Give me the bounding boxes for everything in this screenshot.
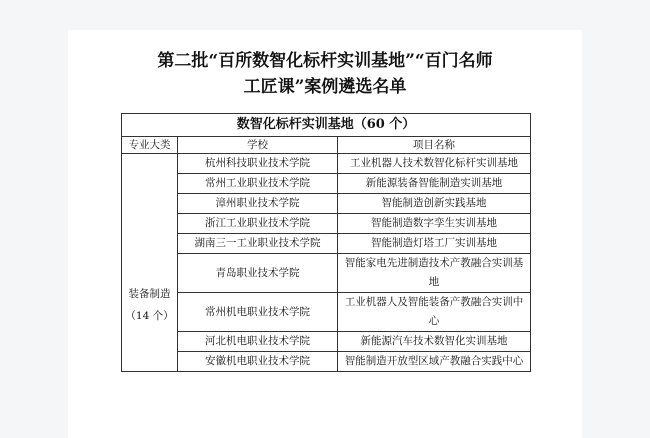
- table-row: [122, 154, 531, 174]
- category-name: 装备制造: [128, 288, 171, 300]
- table-row: [122, 352, 531, 372]
- header-project: 项目名称: [338, 137, 531, 154]
- project-cell: 工业机器人及智能装备产教融合实训中心: [338, 293, 531, 332]
- table-row: [122, 293, 531, 332]
- school-cell: 安徽机电职业技术学院: [178, 352, 338, 372]
- school-cell: 漳州职业技术学院: [178, 194, 338, 214]
- project-cell: 智能制造开放型区域产教融合实践中心: [338, 352, 531, 372]
- table-row: [122, 194, 531, 214]
- project-cell: 新能源汽车技术数智化实训基地: [338, 332, 531, 352]
- table-row: [122, 214, 531, 234]
- project-cell: 智能家电先进制造技术产教融合实训基地: [338, 254, 531, 293]
- table-row: [122, 234, 531, 254]
- table-section-row: [122, 114, 531, 137]
- school-cell: 青岛职业技术学院: [178, 254, 338, 293]
- table-row: [122, 254, 531, 293]
- document-page: [68, 30, 582, 438]
- project-cell: 智能制造灯塔工厂实训基地: [338, 234, 531, 254]
- project-cell: 新能源装备智能制造实训基地: [338, 174, 531, 194]
- school-cell: 常州工业职业技术学院: [178, 174, 338, 194]
- document-title: [68, 48, 582, 100]
- project-cell: 智能制造创新实践基地: [338, 194, 531, 214]
- school-cell: 河北机电职业技术学院: [178, 332, 338, 352]
- header-category: 专业大类: [122, 137, 178, 154]
- table-header-row: [122, 137, 531, 154]
- category-count: （14 个）: [125, 310, 174, 322]
- title-line-2: 工匠课”案例遴选名单: [243, 77, 407, 97]
- table-row: [122, 174, 531, 194]
- section-title: 数智化标杆实训基地（60 个）: [122, 114, 531, 137]
- category-cell: [122, 154, 178, 372]
- school-cell: 浙江工业职业技术学院: [178, 214, 338, 234]
- selection-table: [121, 113, 531, 372]
- project-cell: 智能制造数字孪生实训基地: [338, 214, 531, 234]
- title-line-1: 第二批“百所数智化标杆实训基地”“百门名师: [157, 51, 493, 71]
- school-cell: 常州机电职业技术学院: [178, 293, 338, 332]
- header-school: 学校: [178, 137, 338, 154]
- school-cell: 杭州科技职业技术学院: [178, 154, 338, 174]
- table-row: [122, 332, 531, 352]
- school-cell: 湖南三一工业职业技术学院: [178, 234, 338, 254]
- project-cell: 工业机器人技术数智化标杆实训基地: [338, 154, 531, 174]
